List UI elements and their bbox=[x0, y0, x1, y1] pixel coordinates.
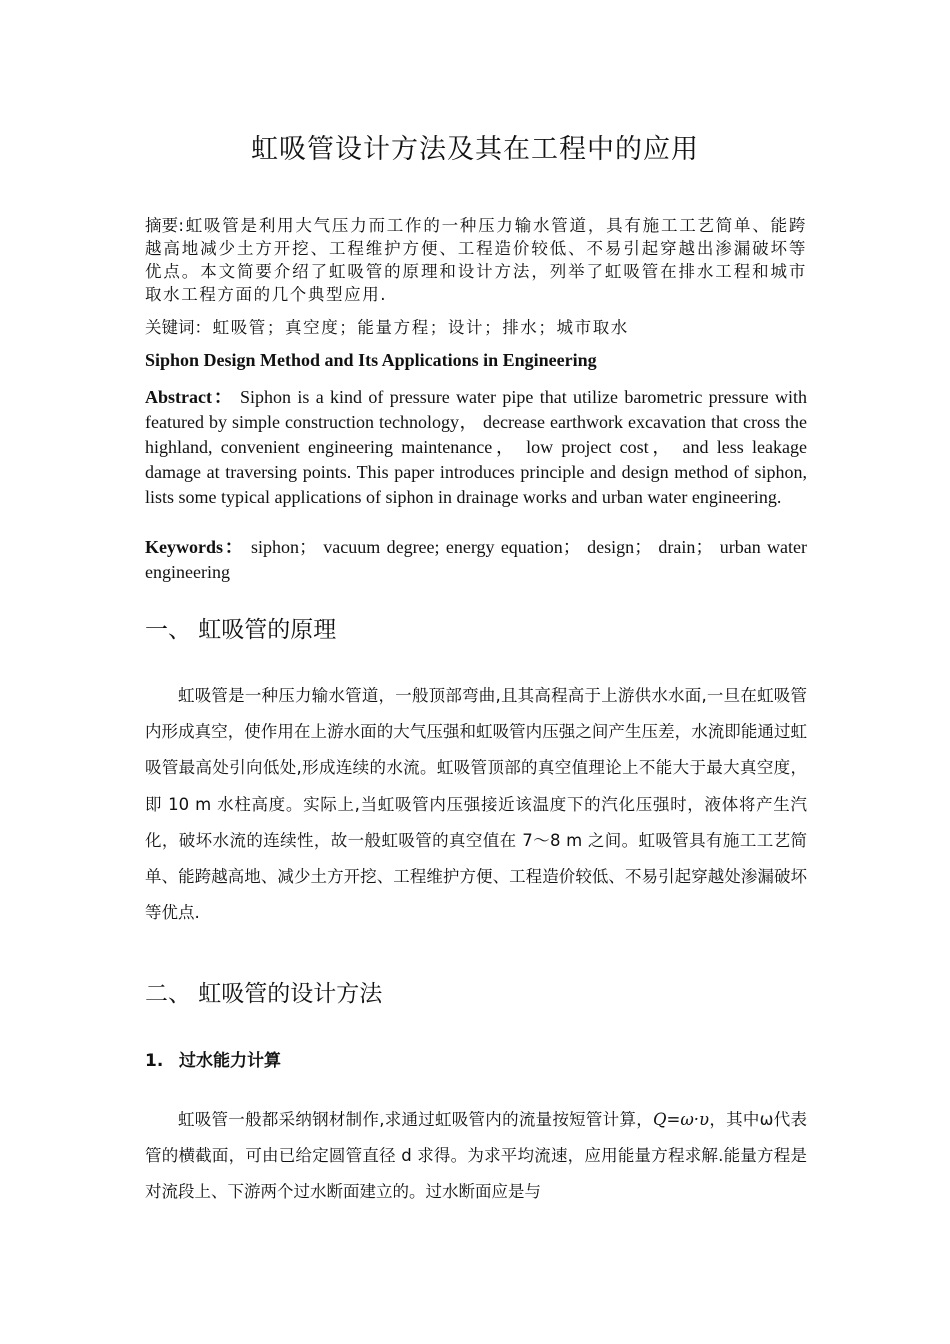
subsection-heading bbox=[145, 1047, 807, 1075]
page-title: 虹吸管设计方法及其在工程中的应用 bbox=[251, 134, 699, 165]
chinese-keywords-text: ：虹吸管；真空度；能量方程；设计；排水；城市取水 bbox=[194, 318, 629, 337]
section-1-paragraph: 虹吸管是一种压力输水管道，一般顶部弯曲,且其高程高于上游供水水面,一旦在虹吸管内形成真空，使作用在上游水面的大气压强和虹吸管内压强之间产生压差，水流即能通过虹吸管最高处引向低处,形成连续的水流。虹吸管顶部的真空值理论上不能大于最大真空度，即 10 m 水柱高度。实际上,当虹吸管内压强接近该温度下的汽化压强时，液体将产生汽化，破坏水流的连续性，故一般虹吸管的真空值在 7～8 m 之间。虹吸管具有施工工艺简单、能跨越高地、减少土方开挖、工程维护方便、工程造价较低、不易引起穿越处渗漏破坏等优点. bbox=[145, 686, 807, 923]
omega-symbol: ω bbox=[759, 1110, 774, 1129]
chinese-abstract-text: :虹吸管是利用大气压力而工作的一种压力输水管道，具有施工工艺简单、能跨越高地减少土方开挖、工程维护方便、工程造价较低、不易引起穿越出渗漏破坏等优点。本文简要介绍了虹吸管的原理和设计方法，列举了虹吸管在排水工程和城市取水工程方面的几个典型应用. bbox=[145, 216, 807, 304]
chinese-abstract bbox=[145, 214, 807, 306]
english-abstract-label: Abstract： bbox=[145, 387, 234, 407]
chinese-keywords-label: 关键词 bbox=[145, 318, 195, 337]
section-2-heading: 二、 虹吸管的设计方法 bbox=[145, 981, 383, 1007]
english-keywords-label: Keywords： bbox=[145, 537, 245, 557]
chinese-keywords bbox=[145, 316, 807, 339]
subsection-title: 过水能力计算 bbox=[179, 1051, 281, 1071]
paragraph-text-c: 代表管的横截面，可由已给定圆管直径 d 求得。为求平均流速，应用能量方程求解.能量方程是对流段上、下游两个过水断面建立的。过水断面应是与 bbox=[145, 1110, 808, 1202]
english-keywords-text: siphon； vacuum degree; energy equation； design； drain； urban water engineering bbox=[145, 537, 808, 582]
subsection-number: 1. bbox=[145, 1051, 164, 1071]
english-abstract bbox=[145, 385, 807, 510]
english-title: Siphon Design Method and Its Applications in Engineering bbox=[145, 350, 597, 370]
chinese-abstract-label: 摘要 bbox=[145, 216, 179, 235]
paragraph-text-a: 虹吸管一般都采纳钢材制作,求通过虹吸管内的流量按短管计算， bbox=[178, 1110, 653, 1129]
section-2-paragraph bbox=[145, 1102, 807, 1211]
english-keywords bbox=[145, 535, 807, 585]
paragraph-text-b: ，其中 bbox=[709, 1110, 760, 1129]
flow-formula: Q=ω·υ bbox=[652, 1110, 710, 1129]
section-1-heading: 一、 虹吸管的原理 bbox=[145, 617, 337, 643]
english-abstract-text: Siphon is a kind of pressure water pipe that utilize barometric pressure with featured by simple construction technology， decrease earthwork excavation that cross the highland, convenient engineering maintenance， low project cost， and less leakage damage at traversing points. This paper introduces principle and design method of siphon, lists some typical applications of siphon in drainage works and urban water engineering. bbox=[145, 387, 807, 507]
